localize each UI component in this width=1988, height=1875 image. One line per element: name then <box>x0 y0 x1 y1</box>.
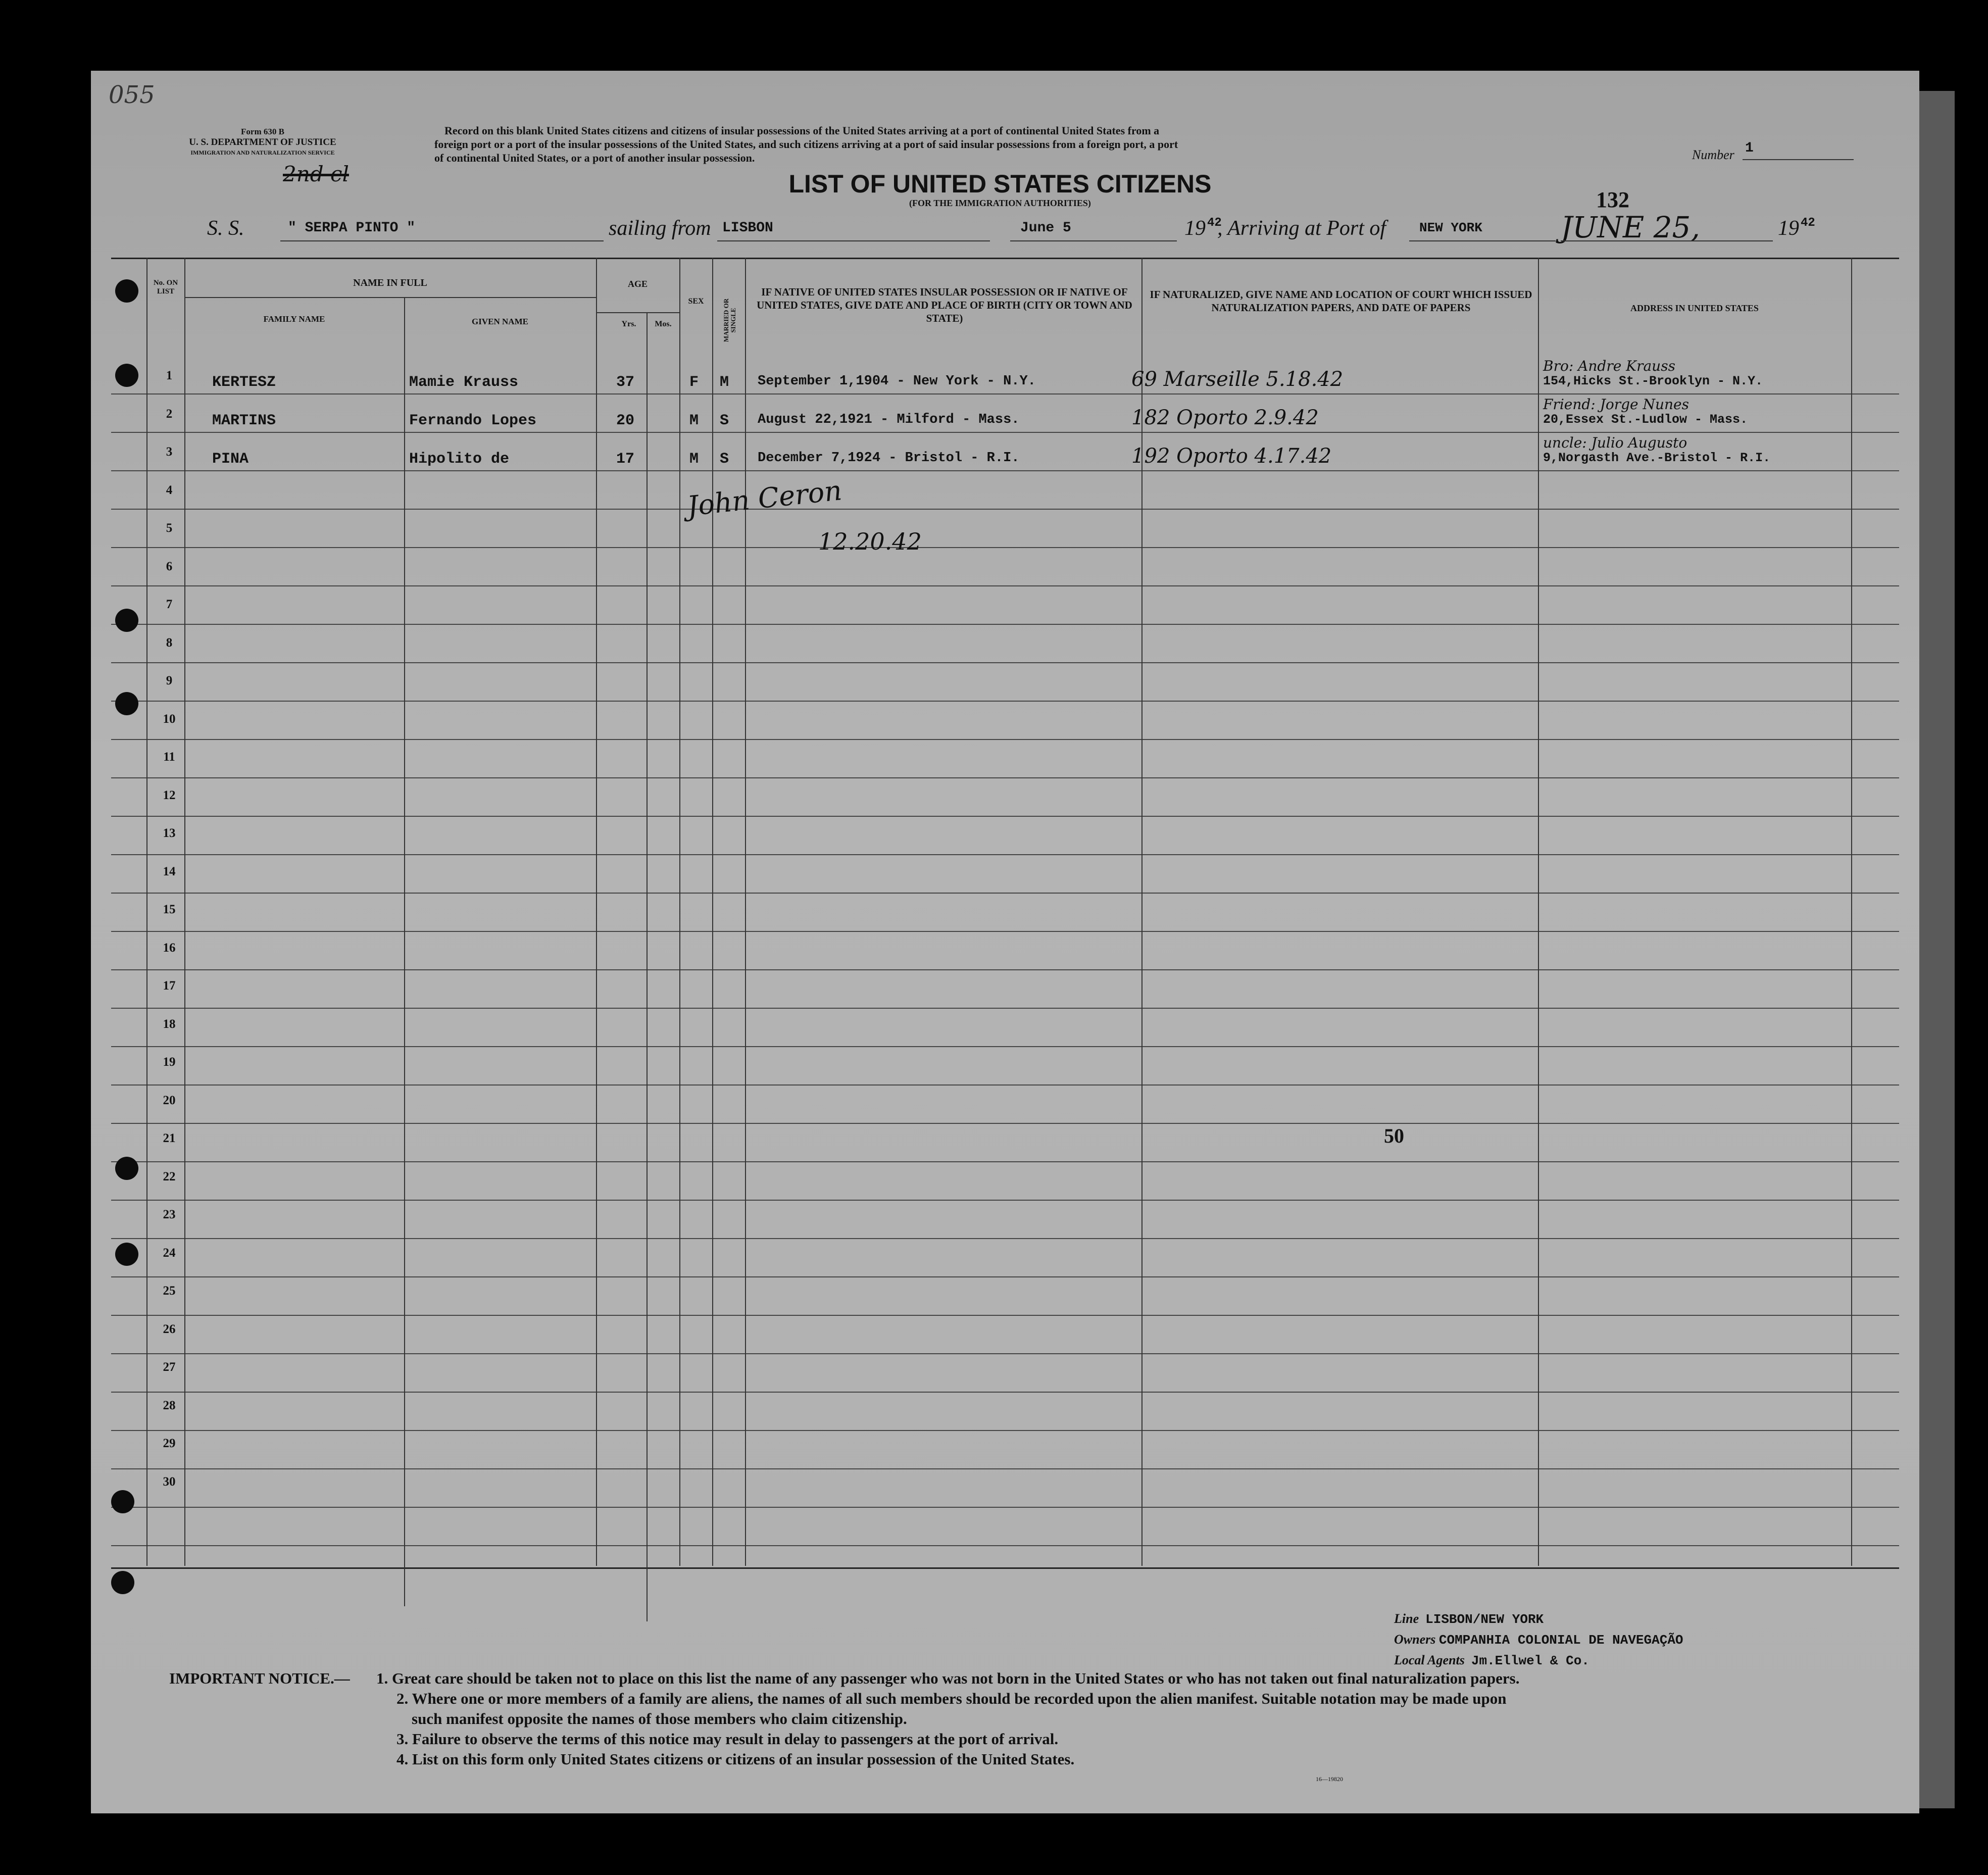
table-row <box>111 1161 1899 1201</box>
line-label: Line <box>1394 1611 1419 1626</box>
corner-number: 055 <box>109 81 155 109</box>
table-row <box>111 1315 1899 1354</box>
passenger-family-name: MARTINS <box>212 412 276 429</box>
row-number: 21 <box>163 1131 176 1145</box>
passenger-birth-info: August 22,1921 - Milford - Mass. <box>758 412 1020 427</box>
year-suffix: 42 <box>1801 216 1815 230</box>
table-row <box>111 701 1899 740</box>
passenger-naturalization: 192 Oporto 4.17.42 <box>1131 445 1332 468</box>
form-number: Form 630 B <box>241 127 284 136</box>
year-suffix: 42 <box>1207 216 1222 230</box>
instructions-block <box>434 124 1596 165</box>
table-row <box>111 893 1899 932</box>
sheet-number: 132 <box>1596 187 1629 212</box>
column-rule <box>1538 258 1539 1566</box>
arriving-label: , Arriving at Port of <box>1217 217 1386 240</box>
table-row <box>111 1507 1899 1546</box>
binder-hole <box>115 692 138 715</box>
table-row <box>111 1353 1899 1393</box>
page-subtitle: (FOR THE IMMIGRATION AUTHORITIES) <box>909 198 1091 208</box>
ss-label: S. S. <box>207 217 244 240</box>
passenger-sex: M <box>689 412 699 429</box>
instruction-line: Record on this blank United States citizens and citizens of insular possessions of the United States arriving at a port of continental United States from a <box>444 124 1160 137</box>
name-subheader-rule <box>184 297 596 298</box>
row-number: 9 <box>166 674 173 687</box>
col-married-single: MARRIED OR SINGLE <box>722 298 737 342</box>
line-row <box>1394 1609 1849 1630</box>
row-number: 2 <box>166 407 173 421</box>
passenger-address: 154,Hicks St.-Brooklyn - N.Y. <box>1543 374 1763 388</box>
table-row <box>111 547 1899 586</box>
row-number: 30 <box>163 1474 176 1489</box>
print-code: 16—19820 <box>1316 1775 1343 1783</box>
table-rows <box>111 355 1899 1537</box>
binder-hole <box>115 279 138 303</box>
voyage-line <box>0 210 1988 257</box>
form-id-block <box>182 126 343 158</box>
column-rule <box>712 258 713 1566</box>
row-number: 6 <box>166 559 173 573</box>
row-number: 25 <box>163 1284 176 1298</box>
row-number: 14 <box>163 864 176 878</box>
row-number: 16 <box>163 941 176 955</box>
service-name: IMMIGRATION AND NATURALIZATION SERVICE <box>190 149 335 156</box>
passenger-given-name: Hipolito de <box>409 451 510 468</box>
table-row <box>111 1084 1899 1124</box>
row-number: 3 <box>166 445 173 459</box>
row-number: 10 <box>163 712 176 726</box>
col-age-mos: Mos. <box>655 320 672 328</box>
table-row <box>111 1430 1899 1469</box>
passenger-address: 9,Norgasth Ave.-Bristol - R.I. <box>1543 451 1771 465</box>
passenger-naturalization: 182 Oporto 2.9.42 <box>1131 406 1319 429</box>
passenger-age-years: 37 <box>616 374 635 391</box>
ship-underline <box>280 240 604 241</box>
col-given-name: GIVEN NAME <box>472 317 528 326</box>
agents-value: Jm.Ellwel & Co. <box>1471 1653 1589 1668</box>
ship-name: " SERPA PINTO " <box>288 220 416 236</box>
row-number: 22 <box>163 1169 176 1183</box>
passenger-relative: Friend: Jorge Nunes <box>1543 396 1689 413</box>
crossed-out-class: 2nd cl <box>283 162 349 186</box>
passenger-birth-info: September 1,1904 - New York - N.Y. <box>758 374 1036 389</box>
agents-label: Local Agents <box>1394 1653 1465 1667</box>
passenger-relative: Bro: Andre Krauss <box>1543 358 1675 374</box>
row-number: 23 <box>163 1208 176 1221</box>
col-age-yrs: Yrs. <box>621 320 636 328</box>
row-number: 15 <box>163 903 176 916</box>
arrival-date-underline <box>1561 240 1773 241</box>
number-underline <box>1743 159 1854 160</box>
table-row <box>111 777 1899 817</box>
row-number: 1 <box>166 369 173 382</box>
sailing-date-underline <box>1010 240 1177 241</box>
binder-hole <box>111 1571 134 1594</box>
passenger-sex: M <box>689 451 699 468</box>
row-number: 4 <box>166 483 173 497</box>
row-number: 5 <box>166 521 173 535</box>
column-rule <box>647 313 648 1621</box>
table-row <box>111 509 1899 548</box>
column-rule <box>679 258 680 1566</box>
table-row <box>111 662 1899 702</box>
line-value: LISBON/NEW YORK <box>1425 1612 1544 1627</box>
passenger-given-name: Mamie Krauss <box>409 374 519 391</box>
notice-item: 3. Failure to observe the terms of this notice may result in delay to passengers at the port of arrival. <box>396 1730 1059 1748</box>
col-birth: IF NATIVE OF UNITED STATES INSULAR POSSESSION OR IF NATIVE OF UNITED STATES, GIVE DATE AND PLACE OF BIRTH (CITY OR TOWN AND STATE) <box>757 286 1132 324</box>
row-number: 18 <box>163 1017 176 1031</box>
table-row <box>111 1392 1899 1431</box>
passenger-marital-status: S <box>720 412 729 429</box>
age-subheader-rule <box>596 312 679 313</box>
inspector-signature: John Ceron <box>685 474 843 522</box>
passenger-marital-status: M <box>720 374 729 391</box>
sailing-date: June 5 <box>1020 220 1071 236</box>
passenger-marital-status: S <box>720 451 729 468</box>
binder-hole <box>115 1157 138 1180</box>
row-number: 20 <box>163 1093 176 1107</box>
table-row <box>111 1123 1899 1162</box>
binder-hole <box>115 609 138 632</box>
col-age: AGE <box>627 279 648 289</box>
row-number: 29 <box>163 1437 176 1450</box>
table-row <box>111 1468 1899 1508</box>
column-rule <box>596 258 597 1566</box>
table-row <box>111 585 1899 625</box>
row-number: 27 <box>163 1360 176 1374</box>
col-sex: SEX <box>688 297 704 306</box>
binder-hole <box>115 1243 138 1266</box>
carrier-info <box>1394 1609 1849 1671</box>
table-row <box>111 1276 1899 1316</box>
passenger-sex: F <box>689 374 699 391</box>
column-rule <box>1851 258 1852 1566</box>
stamped-number: 50 <box>1384 1124 1404 1147</box>
row-number: 19 <box>163 1055 176 1069</box>
col-address: ADDRESS IN UNITED STATES <box>1630 303 1759 313</box>
arrival-port-underline <box>1409 240 1556 241</box>
table-row <box>111 470 1899 510</box>
arrival-date: JUNE 25, <box>1561 210 1700 244</box>
owners-value: COMPANHIA COLONIAL DE NAVEGAÇÃO <box>1438 1633 1683 1648</box>
table-row <box>111 1200 1899 1239</box>
column-rule <box>404 298 405 1606</box>
passenger-naturalization: 69 Marseille 5.18.42 <box>1131 368 1344 391</box>
notice-item: such manifest opposite the names of those members who claim citizenship. <box>412 1710 907 1728</box>
owners-row <box>1394 1630 1849 1650</box>
passenger-age-years: 20 <box>616 412 635 429</box>
passenger-birth-info: December 7,1924 - Bristol - R.I. <box>758 451 1020 466</box>
department-name: U. S. DEPARTMENT OF JUSTICE <box>189 137 336 147</box>
table-row <box>111 854 1899 894</box>
number-value: 1 <box>1745 140 1754 156</box>
col-family-name: FAMILY NAME <box>263 314 325 324</box>
agents-row <box>1394 1650 1849 1671</box>
table-row <box>111 1046 1899 1085</box>
column-rule <box>745 258 746 1566</box>
row-number: 26 <box>163 1322 176 1336</box>
row-number: 24 <box>163 1246 176 1260</box>
col-name-in-full: NAME IN FULL <box>353 277 427 288</box>
row-number: 7 <box>166 598 173 611</box>
notice-item: 2. Where one or more members of a family are aliens, the names of all such members should be recorded upon the alien manifest. Suitable notation may be made upon <box>396 1690 1507 1707</box>
table-row <box>111 816 1899 855</box>
instruction-line: foreign port or a port of the insular possessions of the United States, and such citizens arriving at a port of said insular possessions from a foreign port, a port <box>434 138 1178 151</box>
table-row <box>111 931 1899 970</box>
notice-item: 4. List on this form only United States citizens or citizens of an insular possession of the United States. <box>396 1750 1075 1768</box>
column-rule <box>146 258 147 1566</box>
sailing-label: sailing from <box>609 217 711 240</box>
passenger-relative: uncle: Julio Augusto <box>1543 434 1687 451</box>
passenger-age-years: 17 <box>616 451 635 468</box>
sheet-edge-shadow <box>1919 91 1955 1808</box>
departure-port: LISBON <box>722 220 773 236</box>
table-row <box>111 624 1899 663</box>
notice-item: 1. Great care should be taken not to place on this list the name of any passenger who was not born in the United States or who has not taken out final naturalization papers. <box>376 1669 1520 1687</box>
table-row <box>111 739 1899 778</box>
binder-hole <box>115 364 138 387</box>
col-no-on-list: No. ON LIST <box>153 279 178 295</box>
number-label: Number <box>1692 147 1734 162</box>
row-number: 28 <box>163 1398 176 1412</box>
year-prefix: 19 <box>1778 217 1799 240</box>
departure-underline <box>717 240 990 241</box>
passenger-family-name: PINA <box>212 451 249 468</box>
row-number: 12 <box>163 788 176 802</box>
row-number: 17 <box>163 979 176 993</box>
page-title: LIST OF UNITED STATES CITIZENS <box>788 170 1212 198</box>
table-row <box>111 1008 1899 1047</box>
year-prefix: 19 <box>1184 217 1206 240</box>
binder-hole <box>111 1490 134 1513</box>
table-row <box>111 1238 1899 1277</box>
row-number: 8 <box>166 635 173 650</box>
owners-label: Owners <box>1394 1632 1436 1647</box>
notice-heading: IMPORTANT NOTICE.— <box>169 1669 350 1687</box>
signature-date: 12.20.42 <box>818 528 922 555</box>
passenger-address: 20,Essex St.-Ludlow - Mass. <box>1543 412 1748 427</box>
col-naturalization: IF NATURALIZED, GIVE NAME AND LOCATION OF COURT WHICH ISSUED NATURALIZATION PAPERS, AND DATE OF PAPERS <box>1150 288 1532 314</box>
passenger-given-name: Fernando Lopes <box>409 412 537 429</box>
passenger-family-name: KERTESZ <box>212 374 276 391</box>
arrival-port: NEW YORK <box>1419 220 1482 235</box>
instruction-line: of continental United States, or a port of another insular possession. <box>434 152 755 164</box>
row-number: 13 <box>163 826 176 840</box>
table-row <box>111 969 1899 1009</box>
row-number: 11 <box>163 750 175 764</box>
